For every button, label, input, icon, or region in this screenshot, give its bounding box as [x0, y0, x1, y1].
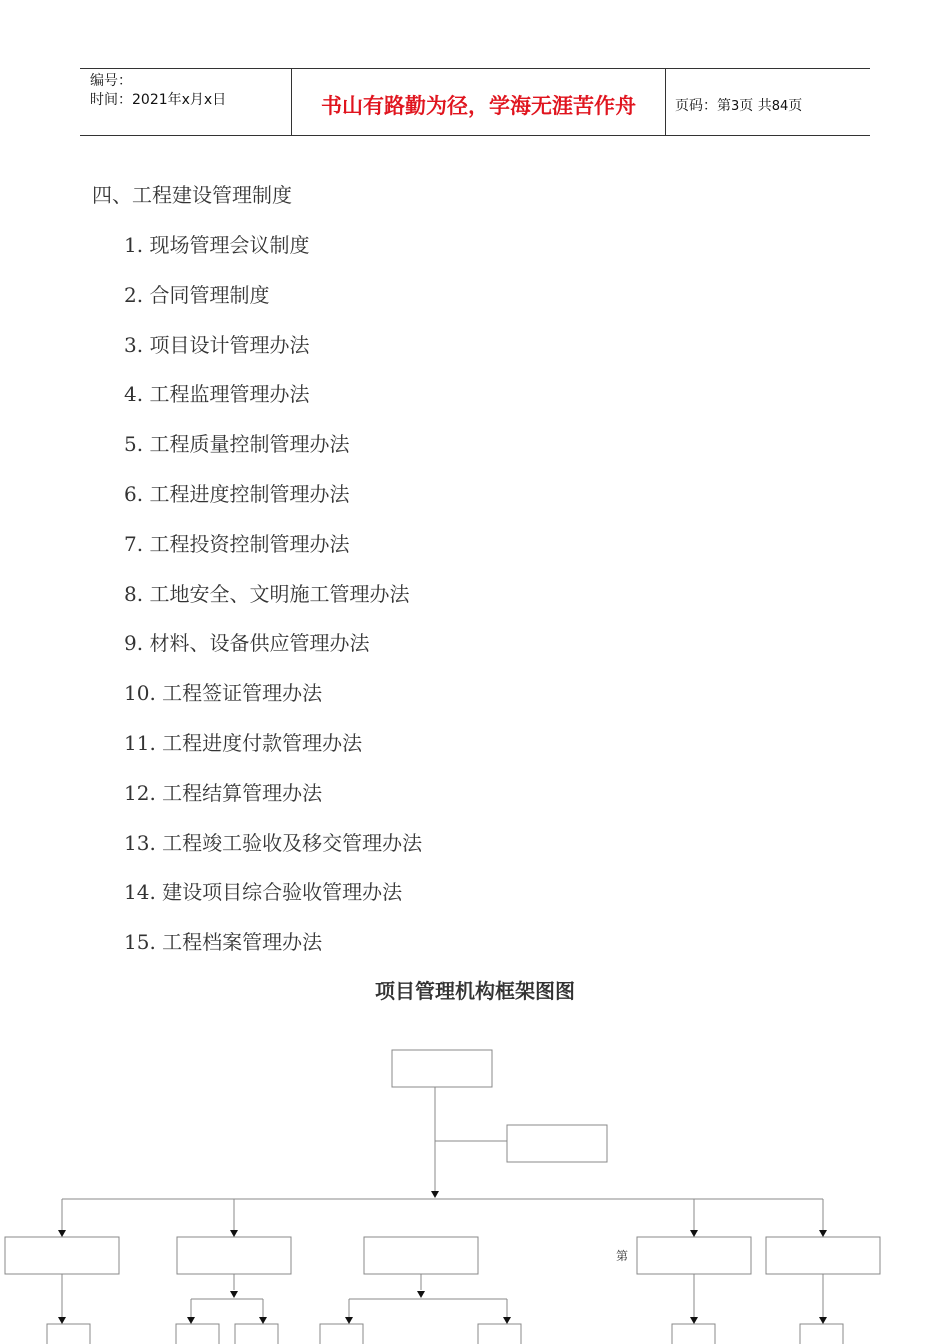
page-current: 3: [731, 99, 740, 114]
toc-item: 1. 现场管理会议制度: [124, 233, 310, 257]
side-character: 第: [616, 1249, 629, 1263]
org-box-l3-5: [478, 1324, 521, 1344]
toc-item: 2. 合同管理制度: [124, 283, 270, 307]
toc-item: 5. 工程质量控制管理办法: [124, 432, 350, 456]
page-middle: 页 共: [739, 98, 772, 114]
motto-text: 书山有路勤为径，学海无涯苦作舟: [321, 94, 636, 118]
serial-label: 编号：: [90, 73, 132, 89]
org-box-top: [392, 1050, 492, 1087]
toc-item: 6. 工程进度控制管理办法: [124, 482, 350, 506]
toc-item: 7. 工程投资控制管理办法: [124, 532, 350, 556]
org-chart-title: 项目管理机构框架图图: [375, 979, 575, 1003]
page-prefix: 页码：第: [675, 98, 731, 114]
org-box-l3-4: [320, 1324, 363, 1344]
page-total: 84: [771, 99, 789, 114]
toc-item: 14. 建设项目综合验收管理办法: [124, 880, 403, 904]
org-box-l3-1: [47, 1324, 90, 1344]
toc-item: 9. 材料、设备供应管理办法: [124, 631, 370, 655]
toc-item: 10. 工程签证管理办法: [124, 681, 323, 705]
toc-item: 8. 工地安全、文明施工管理办法: [124, 582, 410, 606]
toc-item: 15. 工程档案管理办法: [124, 930, 323, 954]
org-box-l3-3: [235, 1324, 278, 1344]
org-box-l2-3: [364, 1237, 478, 1274]
org-box-l2-1: [5, 1237, 119, 1274]
org-box-l2-2: [177, 1237, 291, 1274]
toc-item: 12. 工程结算管理办法: [124, 781, 323, 805]
org-box-l3-6: [672, 1324, 715, 1344]
toc-item: 11. 工程进度付款管理办法: [124, 731, 363, 755]
org-box-l3-7: [800, 1324, 843, 1344]
org-arrows: [58, 1191, 827, 1324]
toc-item: 13. 工程竣工验收及移交管理办法: [124, 831, 423, 855]
org-box-l3-2: [176, 1324, 219, 1344]
org-box-l2-4: [637, 1237, 751, 1274]
org-box-l2-5: [766, 1237, 880, 1274]
toc-item: 3. 项目设计管理办法: [124, 333, 310, 357]
page-suffix: 页: [788, 98, 803, 114]
toc-item: 4. 工程监理管理办法: [124, 382, 310, 406]
time-label: 时间：2021年x月x日: [90, 92, 227, 108]
toc-heading: 四、工程建设管理制度: [92, 183, 292, 207]
org-box-side: [507, 1125, 607, 1162]
